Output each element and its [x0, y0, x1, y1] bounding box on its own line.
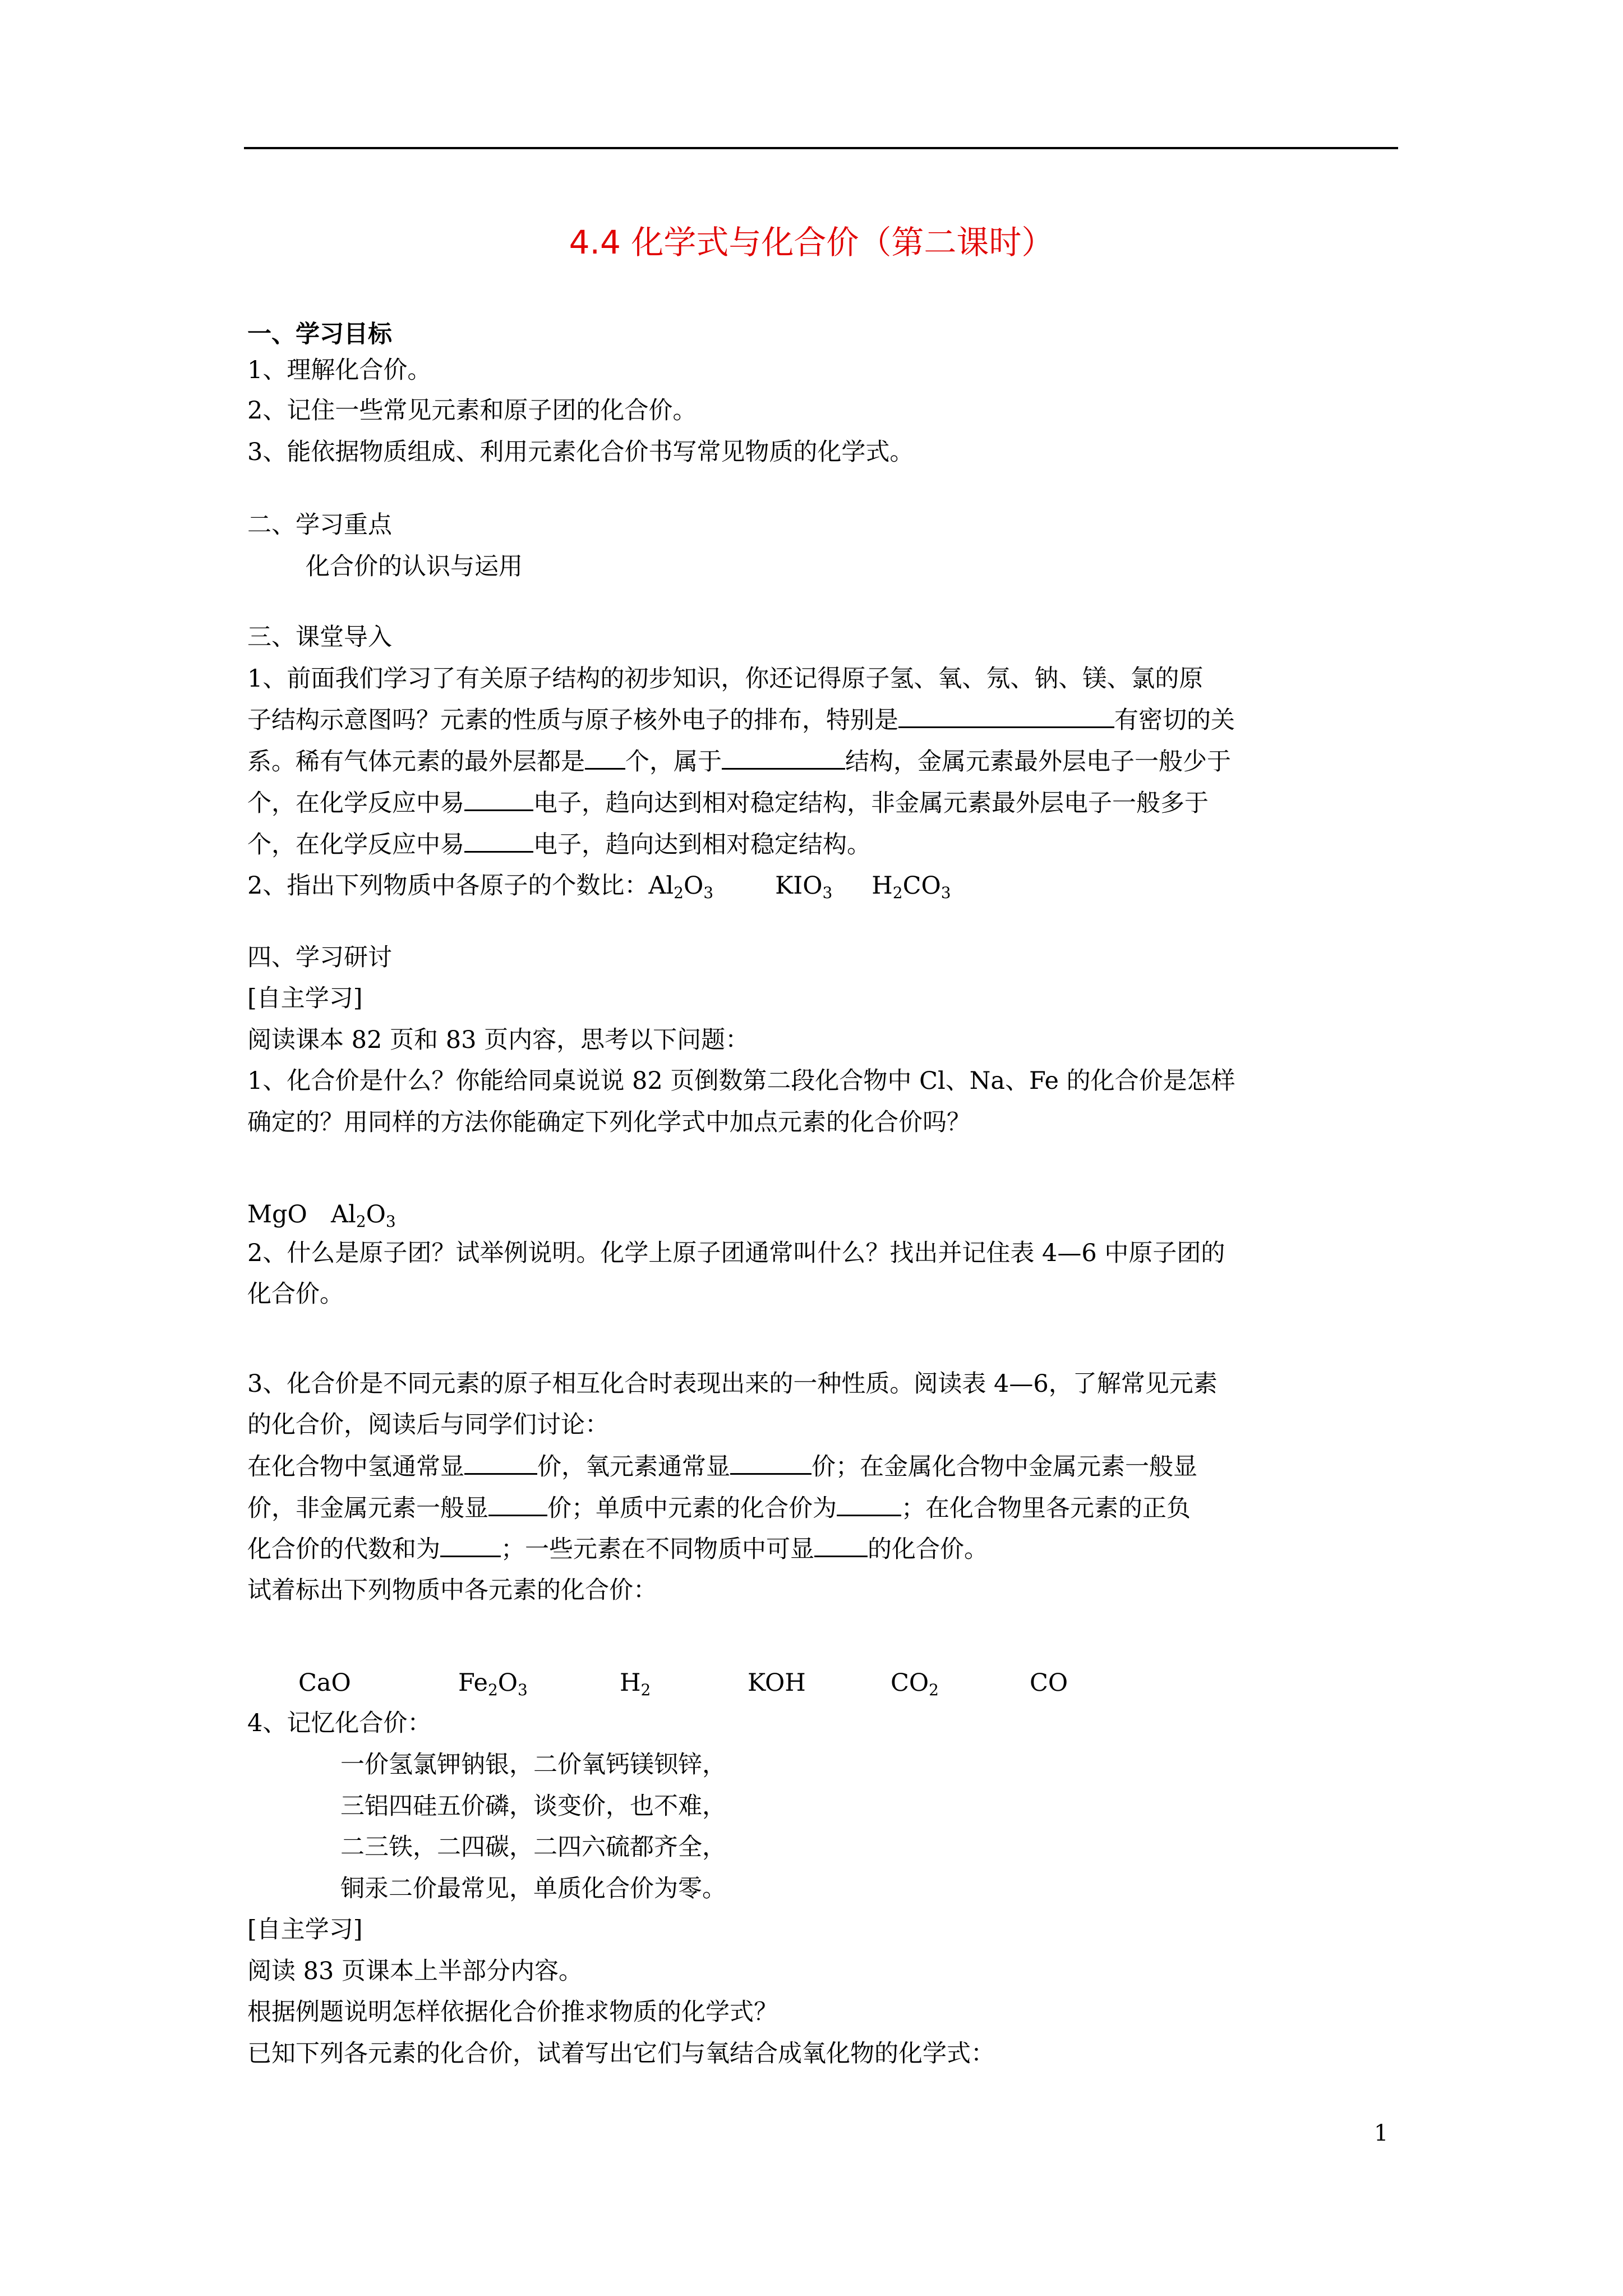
intro-paragraph-line: 个，在化学反应中易 电子，趋向达到相对稳定结构。	[247, 827, 871, 862]
page-number: 1	[1374, 2120, 1389, 2146]
formula-koh: KOH	[748, 1669, 806, 1697]
section-heading-study: 四、学习研讨	[247, 944, 392, 972]
intro-question-2: 2、指出下列物质中各原子的个数比：$Al_2O_3$ $KIO_3$ $H_2CO_3$	[247, 872, 951, 902]
question-3-line: 在化合物中氢通常显 价，氧元素通常显 价；在金属化合物中金属元素一般显	[247, 1450, 1197, 1484]
intro-paragraph-line: 个，在化学反应中易 电子，趋向达到相对稳定结构，非金属元素最外层电子一般多于	[247, 786, 1209, 820]
fill-blank[interactable]	[464, 786, 533, 811]
formula-h2co3: $H_2CO_3$	[872, 872, 951, 902]
fill-blank[interactable]	[464, 1450, 537, 1475]
question-3-line: 3、化合价是不同元素的原子相互化合时表现出来的一种性质。阅读表 4—6，了解常见元素	[247, 1370, 1218, 1398]
formula-co: CO	[1030, 1669, 1068, 1697]
section-heading-intro: 三、课堂导入	[247, 623, 392, 651]
intro-paragraph-line: 1、前面我们学习了有关原子结构的初步知识，你还记得原子氢、氧、氖、钠、镁、氯的原	[247, 665, 1204, 693]
objective-item: 2、记住一些常见元素和原子团的化合价。	[247, 397, 697, 425]
poem-line: 三铝四硅五价磷，谈变价，也不难，	[340, 1792, 726, 1820]
poem-line: 二三铁，二四碳，二四六硫都齐全，	[340, 1833, 726, 1861]
poem-line: 铜汞二价最常见，单质化合价为零。	[340, 1875, 726, 1903]
question-1-line: 1、化合价是什么？你能给同桌说说 82 页倒数第二段化合物中 Cl、Na、Fe 的化合价是怎样	[247, 1067, 1235, 1095]
formula-h2: $H_2$	[620, 1669, 651, 1699]
question-3-line: 化合价的代数和为 ；一些元素在不同物质中可显 的化合价。	[247, 1532, 988, 1566]
question-5: 根据例题说明怎样依据化合价推求物质的化学式？	[247, 1998, 778, 2026]
formula-mgo: MgO	[247, 1200, 307, 1228]
section-heading-focus: 二、学习重点	[247, 511, 392, 539]
fill-blank[interactable]	[898, 703, 1114, 728]
intro-paragraph-line: 子结构示意图吗？元素的性质与原子核外电子的排布，特别是 有密切的关	[247, 703, 1235, 737]
fill-blank[interactable]	[440, 1532, 501, 1557]
reading-instruction: 阅读 83 页课本上半部分内容。	[247, 1957, 583, 1985]
question-3-line: 价，非金属元素一般显 价；单质中元素的化合价为 ；在化合物里各元素的正负	[247, 1491, 1191, 1525]
fill-blank[interactable]	[722, 744, 845, 770]
question-2-line: 2、什么是原子团？试举例说明。化学上原子团通常叫什么？找出并记住表 4—6 中原子团的	[247, 1239, 1225, 1267]
fill-blank[interactable]	[464, 827, 533, 853]
section-heading-objectives: 一、学习目标	[247, 320, 392, 348]
formula-al2o3: $Al_2O_3$	[648, 872, 714, 902]
intro-paragraph-line: 系。稀有气体元素的最外层都是 个，属于 结构，金属元素最外层电子一般少于	[247, 744, 1231, 779]
question-2-line: 化合价。	[247, 1280, 344, 1308]
self-study-label: [自主学习]	[247, 984, 363, 1013]
header-rule	[244, 147, 1398, 149]
page-title: 4.4 化学式与化合价（第二课时）	[569, 223, 1054, 261]
question-6: 已知下列各元素的化合价，试着写出它们与氧结合成氧化物的化学式：	[247, 2040, 995, 2068]
fill-blank[interactable]	[814, 1532, 868, 1557]
fill-blank[interactable]	[837, 1491, 901, 1516]
question-3-line: 的化合价，阅读后与同学们讨论：	[247, 1411, 609, 1439]
formula-kio3: $KIO_3$	[775, 872, 833, 902]
objective-item: 3、能依据物质组成、利用元素化合价书写常见物质的化学式。	[247, 438, 914, 466]
poem-line: 一价氢氯钾钠银，二价氧钙镁钡锌，	[340, 1751, 726, 1779]
formula-co2: $CO_2$	[891, 1669, 939, 1699]
fill-blank[interactable]	[488, 1491, 547, 1516]
objective-item: 1、理解化合价。	[247, 356, 432, 384]
formula-cao: CaO	[298, 1669, 351, 1697]
question-3-instruction: 试着标出下列物质中各元素的化合价：	[247, 1576, 657, 1604]
formula-al2o3: $Al_2O_3$	[331, 1200, 396, 1231]
self-study-label: [自主学习]	[247, 1916, 363, 1944]
focus-text: 化合价的认识与运用	[306, 553, 523, 581]
fill-blank[interactable]	[730, 1450, 811, 1475]
reading-instruction: 阅读课本 82 页和 83 页内容，思考以下问题：	[247, 1026, 750, 1054]
formula-fe2o3: $Fe_2O_3$	[458, 1669, 528, 1699]
question-1-line: 确定的？用同样的方法你能确定下列化学式中加点元素的化合价吗？	[247, 1108, 971, 1137]
question-4-heading: 4、记忆化合价：	[247, 1709, 432, 1737]
fill-blank[interactable]	[585, 744, 625, 770]
